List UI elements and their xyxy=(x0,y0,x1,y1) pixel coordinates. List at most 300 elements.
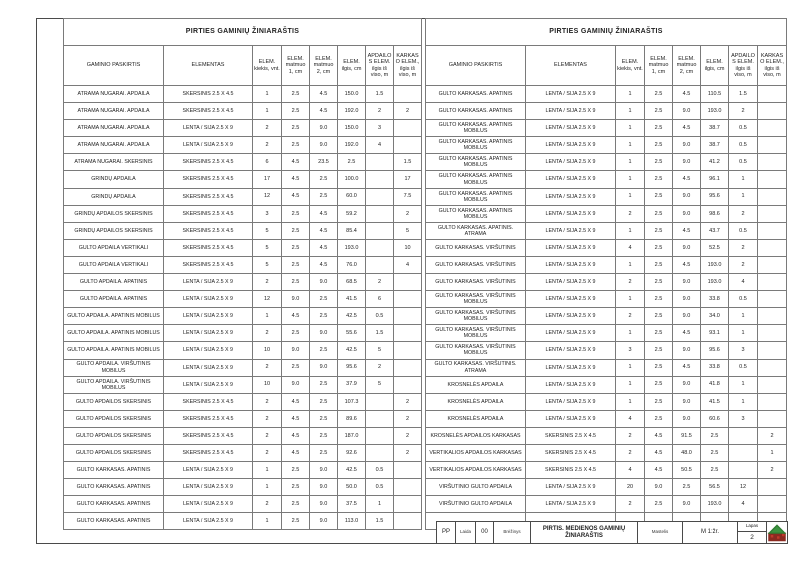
table-cell: LENTA / SIJA 2.5 X 9 xyxy=(526,308,616,325)
table-cell: LENTA / SIJA 2.5 X 9 xyxy=(526,359,616,376)
table-cell: 4.5 xyxy=(282,410,310,427)
laida-value: 00 xyxy=(475,521,494,544)
table-cell: 38.7 xyxy=(701,120,729,137)
table-cell: 4.5 xyxy=(282,171,310,188)
table-cell: 3 xyxy=(729,342,758,359)
table-cell: 2 xyxy=(616,205,645,222)
table-cell: 9.0 xyxy=(645,479,673,496)
table-cell: LENTA / SIJA 2.5 X 9 xyxy=(526,376,616,393)
table-cell: 150.0 xyxy=(338,86,366,103)
project-code: PP xyxy=(436,521,456,544)
table-cell: 2.5 xyxy=(645,239,673,256)
table-row xyxy=(426,308,787,325)
table-cell xyxy=(758,325,787,342)
table-cell: 2 xyxy=(394,103,422,120)
table-cell: 5 xyxy=(253,222,282,239)
table-cell: 2.5 xyxy=(310,427,338,444)
table-cell: 43.7 xyxy=(701,222,729,239)
table-cell: 4.5 xyxy=(282,154,310,171)
table-cell: 5 xyxy=(366,342,394,359)
table-cell: GULTO KARKASAS. APATINIS. ATRAMA xyxy=(426,222,526,239)
table-cell: GULTO APDAILA. APATINIS xyxy=(64,274,164,291)
table-cell: GULTO APDAILA. VIRŠUTINIS MOBILUS xyxy=(64,376,164,393)
table-row xyxy=(64,359,422,376)
table-cell: 2 xyxy=(253,410,282,427)
table-cell: 1 xyxy=(616,291,645,308)
column-header: KARKASO ELEM., ilgis iš viso, m xyxy=(758,46,787,86)
table-cell: ATRAMA NUGARAI. APDAILA xyxy=(64,120,164,137)
table-cell: 17 xyxy=(253,171,282,188)
table-cell: 0.5 xyxy=(729,291,758,308)
table-cell: 85.4 xyxy=(338,222,366,239)
table-cell: 5 xyxy=(253,256,282,273)
table-cell: LENTA / SIJA 2.5 X 9 xyxy=(164,479,253,496)
table-cell: 193.0 xyxy=(701,256,729,273)
table-cell: 2.5 xyxy=(282,137,310,154)
table-cell: 91.5 xyxy=(673,427,701,444)
table-cell: 2.5 xyxy=(673,479,701,496)
table-cell: 9.0 xyxy=(282,376,310,393)
company-logo-cell xyxy=(766,521,788,544)
table-row xyxy=(426,291,787,308)
table-cell: LENTA / SIJA 2.5 X 9 xyxy=(164,274,253,291)
table-cell: 2 xyxy=(758,462,787,479)
table-cell xyxy=(758,393,787,410)
table-cell: 0.5 xyxy=(729,120,758,137)
table-cell: 1 xyxy=(616,325,645,342)
table-cell: 2.5 xyxy=(310,376,338,393)
table-cell xyxy=(394,308,422,325)
table-cell: GULTO KARKASAS. APATINIS MOBILUS xyxy=(426,120,526,137)
table-cell xyxy=(394,513,422,530)
table-cell: 110.5 xyxy=(701,86,729,103)
table-cell: 2.5 xyxy=(645,393,673,410)
mastelis-label: Mastelis xyxy=(637,521,683,544)
table-cell: 1 xyxy=(616,137,645,154)
table-cell: GULTO KARKASAS. APATINIS MOBILUS xyxy=(426,171,526,188)
table-cell: GULTO APDAILA. APATINIS xyxy=(64,291,164,308)
table-cell: KROSNELĖS APDAILA xyxy=(426,376,526,393)
table-cell: 96.1 xyxy=(701,171,729,188)
column-header: GAMINIO PASKIRTIS xyxy=(426,46,526,86)
table-row xyxy=(64,239,422,256)
table-cell: 93.1 xyxy=(701,325,729,342)
table-cell: SKERSINIS 2.5 X 4.5 xyxy=(164,171,253,188)
table-cell: 2 xyxy=(616,444,645,461)
table-cell: 10 xyxy=(394,239,422,256)
table-cell: 1 xyxy=(253,103,282,120)
table-header-row xyxy=(64,46,422,86)
table-cell xyxy=(758,137,787,154)
table-cell: GULTO APDAILOS SKERSINIS xyxy=(64,444,164,461)
table-cell: VERTIKALIOS APDAILOS KARKASAS xyxy=(426,462,526,479)
table-cell: 20 xyxy=(616,479,645,496)
table-cell: LENTA / SIJA 2.5 X 9 xyxy=(526,256,616,273)
table-cell: 4.5 xyxy=(645,427,673,444)
table-cell: 2.5 xyxy=(645,274,673,291)
table-cell: 41.2 xyxy=(701,154,729,171)
table-cell: 2.5 xyxy=(310,291,338,308)
table-cell xyxy=(758,479,787,496)
table-cell: 4 xyxy=(394,256,422,273)
table-cell: 1 xyxy=(616,154,645,171)
brezinys-label: Brėžinys xyxy=(493,521,531,544)
column-header: ELEM. kiekis, vnt. xyxy=(253,46,282,86)
table-cell: 9.0 xyxy=(310,325,338,342)
table-cell: 2 xyxy=(394,444,422,461)
table-cell: 42.5 xyxy=(338,462,366,479)
table-row xyxy=(64,188,422,205)
table-cell: 2.5 xyxy=(645,256,673,273)
table-cell: SKERSINIS 2.5 X 4.5 xyxy=(526,462,616,479)
table-cell: 1 xyxy=(253,479,282,496)
table-cell: 1 xyxy=(616,171,645,188)
table-cell: 192.0 xyxy=(338,137,366,154)
table-cell: 12 xyxy=(253,291,282,308)
table-cell xyxy=(394,376,422,393)
table-row xyxy=(426,137,787,154)
table-cell: 1 xyxy=(253,462,282,479)
column-header: APDAILOS ELEM. ilgis iš viso, m xyxy=(729,46,758,86)
table-cell: 1 xyxy=(729,171,758,188)
table-cell: 4.5 xyxy=(310,239,338,256)
table-cell xyxy=(758,274,787,291)
table-cell: 60.6 xyxy=(701,410,729,427)
table-cell: SKERSINIS 2.5 X 4.5 xyxy=(164,256,253,273)
table-cell: 2.5 xyxy=(282,239,310,256)
table-cell: 37.9 xyxy=(338,376,366,393)
table-cell xyxy=(758,154,787,171)
table-cell: SKERSINIS 2.5 X 4.5 xyxy=(164,222,253,239)
table-row xyxy=(426,393,787,410)
table-cell: 4.5 xyxy=(310,86,338,103)
table-cell: LENTA / SIJA 2.5 X 9 xyxy=(526,393,616,410)
table-cell: LENTA / SIJA 2.5 X 9 xyxy=(526,205,616,222)
lapas-label: Lapas xyxy=(738,522,766,532)
table-cell: 2.5 xyxy=(701,427,729,444)
table-cell: 2 xyxy=(253,393,282,410)
table-cell: GULTO KARKASAS. APATINIS MOBILUS xyxy=(426,137,526,154)
table-cell: 0.5 xyxy=(729,222,758,239)
table-cell xyxy=(729,444,758,461)
table-row xyxy=(64,496,422,513)
table-cell: 5 xyxy=(253,239,282,256)
table-cell: 0.5 xyxy=(366,308,394,325)
table-cell xyxy=(758,410,787,427)
table-cell: LENTA / SIJA 2.5 X 9 xyxy=(164,291,253,308)
table-cell: SKERSINIS 2.5 X 4.5 xyxy=(164,205,253,222)
table-cell xyxy=(758,171,787,188)
table-cell: 2.5 xyxy=(310,410,338,427)
table-cell: 9.0 xyxy=(673,393,701,410)
table-cell: 2.5 xyxy=(282,103,310,120)
table-cell: LENTA / SIJA 2.5 X 9 xyxy=(526,274,616,291)
table-cell: 9.0 xyxy=(310,462,338,479)
table-cell: 9.0 xyxy=(673,188,701,205)
table-cell: ATRAMA NUGARAI. APDAILA xyxy=(64,137,164,154)
table-cell: 2 xyxy=(253,325,282,342)
table-cell: 9.0 xyxy=(673,308,701,325)
table-cell: 37.5 xyxy=(338,496,366,513)
table-cell: 2 xyxy=(253,137,282,154)
table-cell: 59.2 xyxy=(338,205,366,222)
table-cell: 10 xyxy=(253,376,282,393)
table-cell: GULTO KARKASAS. APATINIS xyxy=(64,479,164,496)
table-cell: 2.5 xyxy=(282,205,310,222)
table-cell: 5 xyxy=(394,222,422,239)
table-cell: GULTO KARKASAS. APATINIS xyxy=(426,103,526,120)
table-cell xyxy=(758,205,787,222)
table-cell: SKERSINIS 2.5 X 4.5 xyxy=(526,444,616,461)
table-cell: 2.5 xyxy=(282,462,310,479)
table-cell: 2.5 xyxy=(338,154,366,171)
table-cell: 2.5 xyxy=(645,222,673,239)
table-cell: GULTO APDAILA. APATINIS MOBILUS xyxy=(64,308,164,325)
table-cell: 9.0 xyxy=(310,496,338,513)
table-cell: 2.5 xyxy=(310,308,338,325)
table-cell: 9.0 xyxy=(310,137,338,154)
table-cell: GULTO APDAILA. APATINIS MOBILUS xyxy=(64,325,164,342)
table-cell: 1.5 xyxy=(729,86,758,103)
table-cell xyxy=(366,205,394,222)
table-cell: 0.5 xyxy=(366,479,394,496)
table-cell: 2.5 xyxy=(645,410,673,427)
table-cell: GULTO KARKASAS. VIRŠUTINIS xyxy=(426,274,526,291)
table-cell: 9.0 xyxy=(673,137,701,154)
table-cell: GRINDŲ APDAILA xyxy=(64,171,164,188)
table-cell: 2 xyxy=(394,410,422,427)
table-cell: 1 xyxy=(616,256,645,273)
table-cell: 3 xyxy=(729,410,758,427)
table-cell: 4.5 xyxy=(673,325,701,342)
laida-label: Laida xyxy=(455,521,476,544)
table-cell: 2 xyxy=(366,274,394,291)
table-row xyxy=(64,308,422,325)
table-cell: 2.5 xyxy=(282,120,310,137)
table-cell: 2.5 xyxy=(645,154,673,171)
table-cell: LENTA / SIJA 2.5 X 9 xyxy=(164,342,253,359)
table-cell: 2.5 xyxy=(282,496,310,513)
table-cell: 2.5 xyxy=(645,103,673,120)
table-cell: 98.6 xyxy=(701,205,729,222)
table-cell: 1 xyxy=(616,222,645,239)
table-cell: 42.5 xyxy=(338,308,366,325)
table-cell: 76.0 xyxy=(338,256,366,273)
table-row xyxy=(426,479,787,496)
table-cell: 0.5 xyxy=(729,154,758,171)
table-cell: 2.5 xyxy=(310,444,338,461)
table-cell: 2.5 xyxy=(310,342,338,359)
table-cell: 2.5 xyxy=(282,359,310,376)
table-cell: 2 xyxy=(366,103,394,120)
table-cell: 2.5 xyxy=(282,479,310,496)
table-cell xyxy=(366,188,394,205)
table-cell xyxy=(394,462,422,479)
table-row xyxy=(64,120,422,137)
table-cell: 95.6 xyxy=(701,342,729,359)
table-cell: SKERSINIS 2.5 X 4.5 xyxy=(164,427,253,444)
table-cell: LENTA / SIJA 2.5 X 9 xyxy=(526,120,616,137)
table-cell: 9.0 xyxy=(310,274,338,291)
title-block xyxy=(437,521,788,544)
column-header: ELEM. ilgis, cm xyxy=(701,46,729,86)
table-row xyxy=(426,342,787,359)
table-cell: 9.0 xyxy=(673,239,701,256)
table-cell: 1 xyxy=(729,393,758,410)
table-cell: GULTO KARKASAS. APATINIS xyxy=(426,86,526,103)
table-cell: 192.0 xyxy=(338,103,366,120)
table-row xyxy=(426,359,787,376)
table-cell: ATRAMA NUGARAI. SKERSINIS xyxy=(64,154,164,171)
table-cell: 2.5 xyxy=(645,137,673,154)
table-cell: 92.6 xyxy=(338,444,366,461)
table-cell: 68.5 xyxy=(338,274,366,291)
table-cell: 4.5 xyxy=(673,359,701,376)
table-cell: 50.0 xyxy=(338,479,366,496)
table-cell: 2.5 xyxy=(645,86,673,103)
table-cell: 1 xyxy=(616,188,645,205)
table-cell: 9.0 xyxy=(673,410,701,427)
table-cell: 2.5 xyxy=(282,222,310,239)
table-cell: SKERSINIS 2.5 X 4.5 xyxy=(164,393,253,410)
table-cell: GRINDŲ APDAILA xyxy=(64,188,164,205)
column-header: ELEM. ilgis, cm xyxy=(338,46,366,86)
table-cell xyxy=(366,444,394,461)
table-cell: 2 xyxy=(366,359,394,376)
table-cell xyxy=(366,222,394,239)
column-header: ELEM. matmuo 2, cm xyxy=(673,46,701,86)
table-cell: 4 xyxy=(729,496,758,513)
table-row xyxy=(64,462,422,479)
table-cell: LENTA / SIJA 2.5 X 9 xyxy=(526,342,616,359)
table-cell xyxy=(394,325,422,342)
table-cell: 2.5 xyxy=(645,308,673,325)
column-header: ELEM. kiekis, vnt. xyxy=(616,46,645,86)
table-cell: LENTA / SIJA 2.5 X 9 xyxy=(526,171,616,188)
bom-table-right xyxy=(425,18,787,530)
table-row xyxy=(64,342,422,359)
table-cell: 1 xyxy=(729,325,758,342)
table-cell: LENTA / SIJA 2.5 X 9 xyxy=(164,513,253,530)
table-cell: 2 xyxy=(253,359,282,376)
table-cell: 2.5 xyxy=(645,496,673,513)
table-cell: 48.0 xyxy=(673,444,701,461)
table-cell: 193.0 xyxy=(701,103,729,120)
table-cell: 2.5 xyxy=(282,274,310,291)
table-row xyxy=(426,154,787,171)
table-cell: LENTA / SIJA 2.5 X 9 xyxy=(526,239,616,256)
table-cell: 2 xyxy=(253,427,282,444)
table-row xyxy=(64,154,422,171)
table-cell xyxy=(758,120,787,137)
table-cell: LENTA / SIJA 2.5 X 9 xyxy=(526,86,616,103)
table-cell: 100.0 xyxy=(338,171,366,188)
table-cell: 4.5 xyxy=(282,188,310,205)
table-cell: GULTO APDAILOS SKERSINIS xyxy=(64,427,164,444)
table-cell: 60.0 xyxy=(338,188,366,205)
table-cell: 9.0 xyxy=(673,376,701,393)
table-cell: 6 xyxy=(253,154,282,171)
mastelis-value: M 1:žr. xyxy=(682,521,738,544)
table-cell: 2.5 xyxy=(282,86,310,103)
table-cell xyxy=(394,359,422,376)
table-row xyxy=(64,410,422,427)
table-row xyxy=(426,427,787,444)
table-cell: GRINDŲ APDAILOS SKERSINIS xyxy=(64,205,164,222)
table-cell: 6 xyxy=(366,291,394,308)
table-row xyxy=(64,376,422,393)
table-cell: GULTO APDAILOS SKERSINIS xyxy=(64,410,164,427)
table-cell: LENTA / SIJA 2.5 X 9 xyxy=(526,325,616,342)
table-row xyxy=(64,222,422,239)
table-row xyxy=(64,86,422,103)
table-cell: 2 xyxy=(394,393,422,410)
table-row xyxy=(426,462,787,479)
table-cell: 4 xyxy=(616,462,645,479)
table-cell: VERTIKALIOS APDAILOS KARKASAS xyxy=(426,444,526,461)
bom-table-left xyxy=(63,18,422,530)
table-cell: SKERSINIS 2.5 X 4.5 xyxy=(164,103,253,120)
table-cell: 4.5 xyxy=(673,86,701,103)
table-cell: LENTA / SIJA 2.5 X 9 xyxy=(526,222,616,239)
table-cell: GULTO APDAILA. APATINIS MOBILUS xyxy=(64,342,164,359)
table-cell: LENTA / SIJA 2.5 X 9 xyxy=(164,120,253,137)
table-cell: 2 xyxy=(616,427,645,444)
table-cell xyxy=(394,274,422,291)
table-cell: GULTO KARKASAS. APATINIS xyxy=(64,462,164,479)
table-cell: 193.0 xyxy=(701,496,729,513)
table-cell: 38.7 xyxy=(701,137,729,154)
table-cell: LENTA / SIJA 2.5 X 9 xyxy=(164,496,253,513)
table-cell xyxy=(758,222,787,239)
table-cell: 2 xyxy=(729,239,758,256)
table-cell: 2.5 xyxy=(282,325,310,342)
table-cell: 1 xyxy=(729,308,758,325)
table-cell: 9.0 xyxy=(282,291,310,308)
table-cell: 1 xyxy=(616,393,645,410)
table-cell: SKERSINIS 2.5 X 4.5 xyxy=(526,427,616,444)
table-cell: 34.0 xyxy=(701,308,729,325)
table-cell: 89.6 xyxy=(338,410,366,427)
table-row xyxy=(64,393,422,410)
table-cell: 4.5 xyxy=(282,393,310,410)
table-cell: 9.0 xyxy=(673,342,701,359)
column-header: ELEM. matmuo 1, cm xyxy=(282,46,310,86)
table-cell: SKERSINIS 2.5 X 4.5 xyxy=(164,86,253,103)
table-cell: 1 xyxy=(616,120,645,137)
table-cell: 4.5 xyxy=(310,103,338,120)
table-cell: 4.5 xyxy=(310,205,338,222)
table-cell: 0.5 xyxy=(366,462,394,479)
table-cell: SKERSINIS 2.5 X 4.5 xyxy=(164,188,253,205)
table-row xyxy=(426,256,787,273)
document-title: PIRTIS. MEDIENOS GAMINIŲ ŽINIARAŠTIS xyxy=(530,521,638,544)
table-cell: 4.5 xyxy=(310,256,338,273)
table-cell: 4.5 xyxy=(282,444,310,461)
table-cell: LENTA / SIJA 2.5 X 9 xyxy=(526,479,616,496)
table-cell: 2.5 xyxy=(645,291,673,308)
table-cell: 4.5 xyxy=(673,222,701,239)
table-cell: 2 xyxy=(616,496,645,513)
table-cell: SKERSINIS 2.5 X 4.5 xyxy=(164,410,253,427)
table-cell: 33.8 xyxy=(701,291,729,308)
table-cell: 1 xyxy=(253,308,282,325)
table-cell xyxy=(758,188,787,205)
table-cell: GULTO KARKASAS. APATINIS MOBILUS xyxy=(426,188,526,205)
table-cell: 1 xyxy=(758,444,787,461)
table-cell xyxy=(366,239,394,256)
table-cell: 2 xyxy=(616,308,645,325)
